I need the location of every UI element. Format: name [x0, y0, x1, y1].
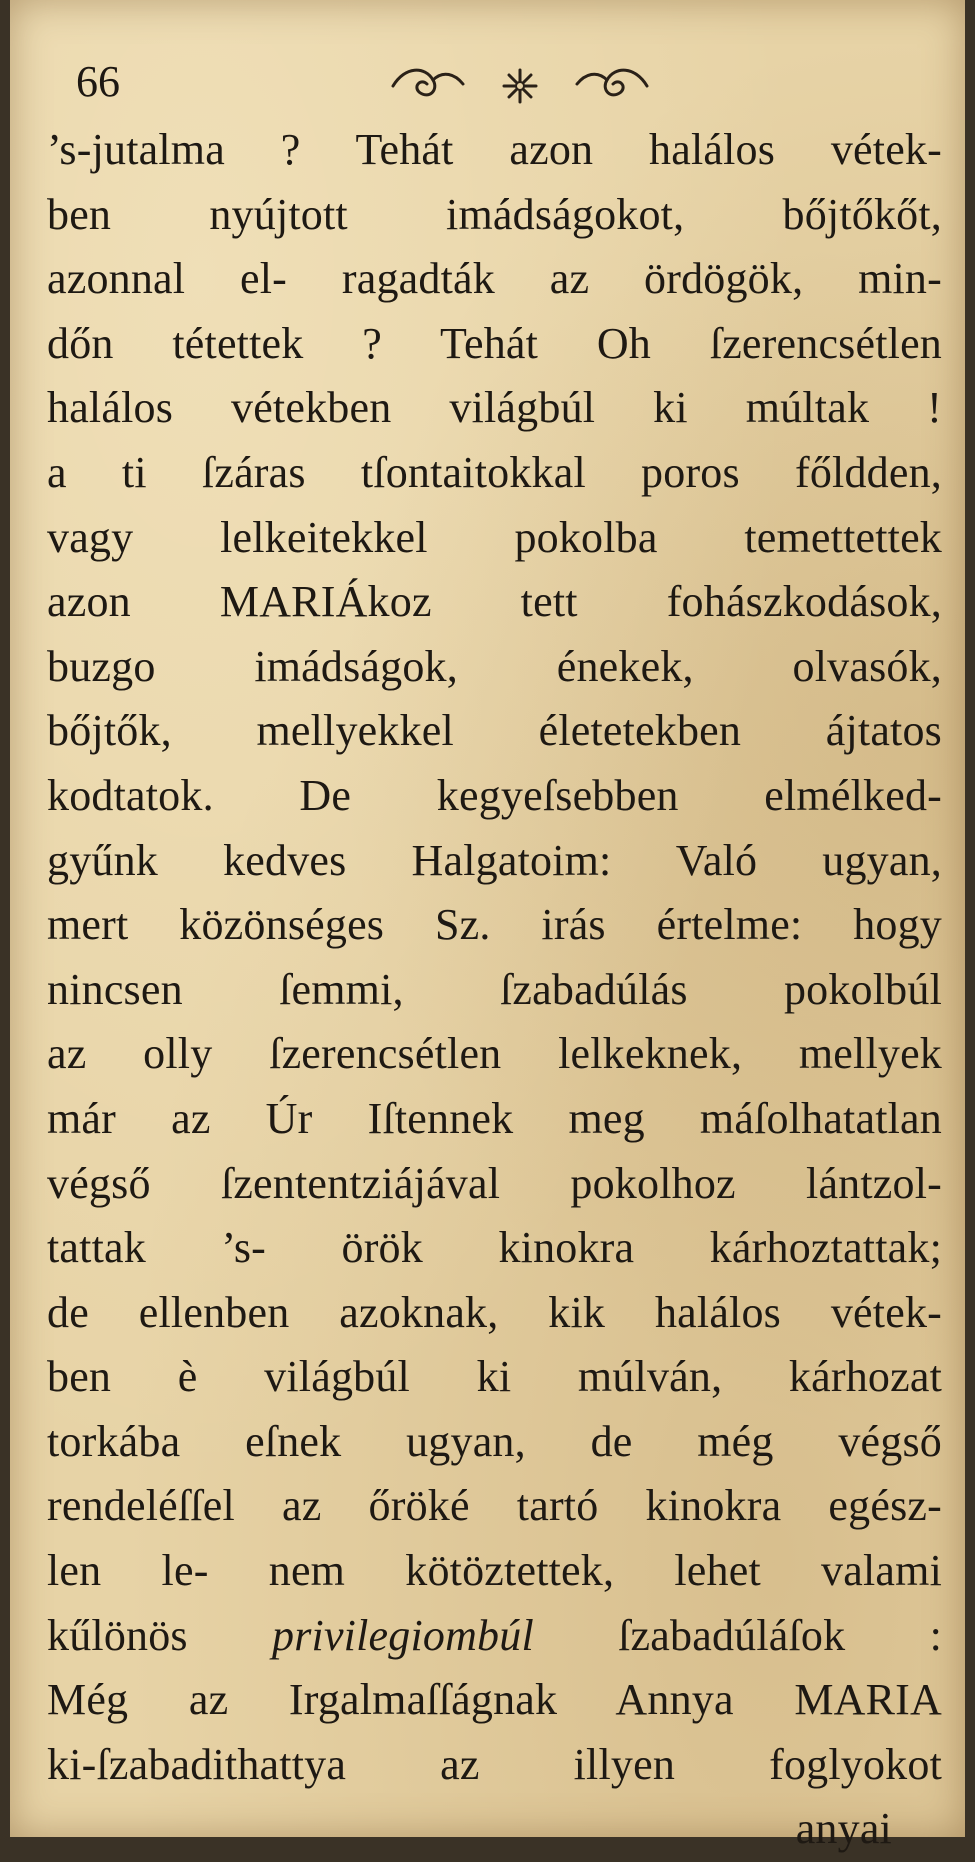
text-line: torkába eſnek ugyan, de még végső [47, 1416, 942, 1466]
text-line: azon MARIÁkoz tett fohászkodások, [47, 577, 942, 627]
text-line: buzgo imádságok, énekek, olvasók, [47, 641, 942, 691]
catchword: anyai [795, 1804, 892, 1854]
text-line: azonnal el- ragadták az ördögök, min- [47, 254, 942, 304]
text-line: mert közönséges Sz. irás értelme: hogy [47, 900, 942, 950]
text-line: már az Úr Iſtennek meg máſolhatatlan [47, 1093, 942, 1143]
text-line: bőjtők, mellyekkel életetekben ájtatos [47, 706, 942, 756]
text-line: nincsen ſemmi, ſzabadúlás pokolbúl [47, 964, 942, 1014]
text-line: vagy lelkeitekkel pokolba temettettek [47, 512, 942, 562]
text-line: végső ſzententziájával pokolhoz lántzol- [47, 1158, 942, 1208]
text-segment: kűlönös [47, 1610, 272, 1660]
text-line: az olly ſzerencsétlen lelkeknek, mellyek [47, 1029, 942, 1079]
page-number: 66 [76, 57, 120, 106]
text-line: ben è világbúl ki múlván, kárhozat [47, 1352, 942, 1402]
text-line: ki-ſzabadithattya az illyen foglyokot [47, 1739, 942, 1789]
text-line-mixed [47, 1604, 942, 1669]
text-line: halálos vétekben világbúl ki múltak ! [47, 383, 942, 433]
body-text [47, 118, 942, 1862]
page-header [10, 52, 965, 112]
text-line: kodtatok. De kegyeſsebben elmélked- [47, 770, 942, 820]
text-line: gyűnk kedves Halgatoim: Való ugyan, [47, 835, 942, 885]
text-line: ’s-jutalma ? Tehát azon halálos vétek- [47, 125, 942, 174]
text-line: ben nyújtott imádságokot, bőjtőkőt, [47, 189, 942, 239]
header-ornament-icon [385, 56, 655, 112]
text-line: len le- nem kötöztettek, lehet valami [47, 1546, 942, 1596]
text-line: a ti ſzáras tſontaitokkal poros főldden, [47, 447, 942, 497]
text-line: Még az Irgalmaſſágnak Annya MARIA [47, 1675, 942, 1725]
text-segment: ſzabadúláſok : [533, 1610, 942, 1660]
text-line: rendeléſſel az őröké tartó kinokra egész- [47, 1481, 942, 1531]
text-line: de ellenben azoknak, kik halálos vétek- [47, 1287, 942, 1337]
italic-word: privilegiombúl [272, 1610, 534, 1660]
text-line: tattak ’s- örök kinokra kárhoztattak; [47, 1223, 942, 1273]
book-page [10, 0, 965, 1854]
text-line: dőn tétettek ? Tehát Oh ſzerencsétlen [47, 318, 942, 368]
